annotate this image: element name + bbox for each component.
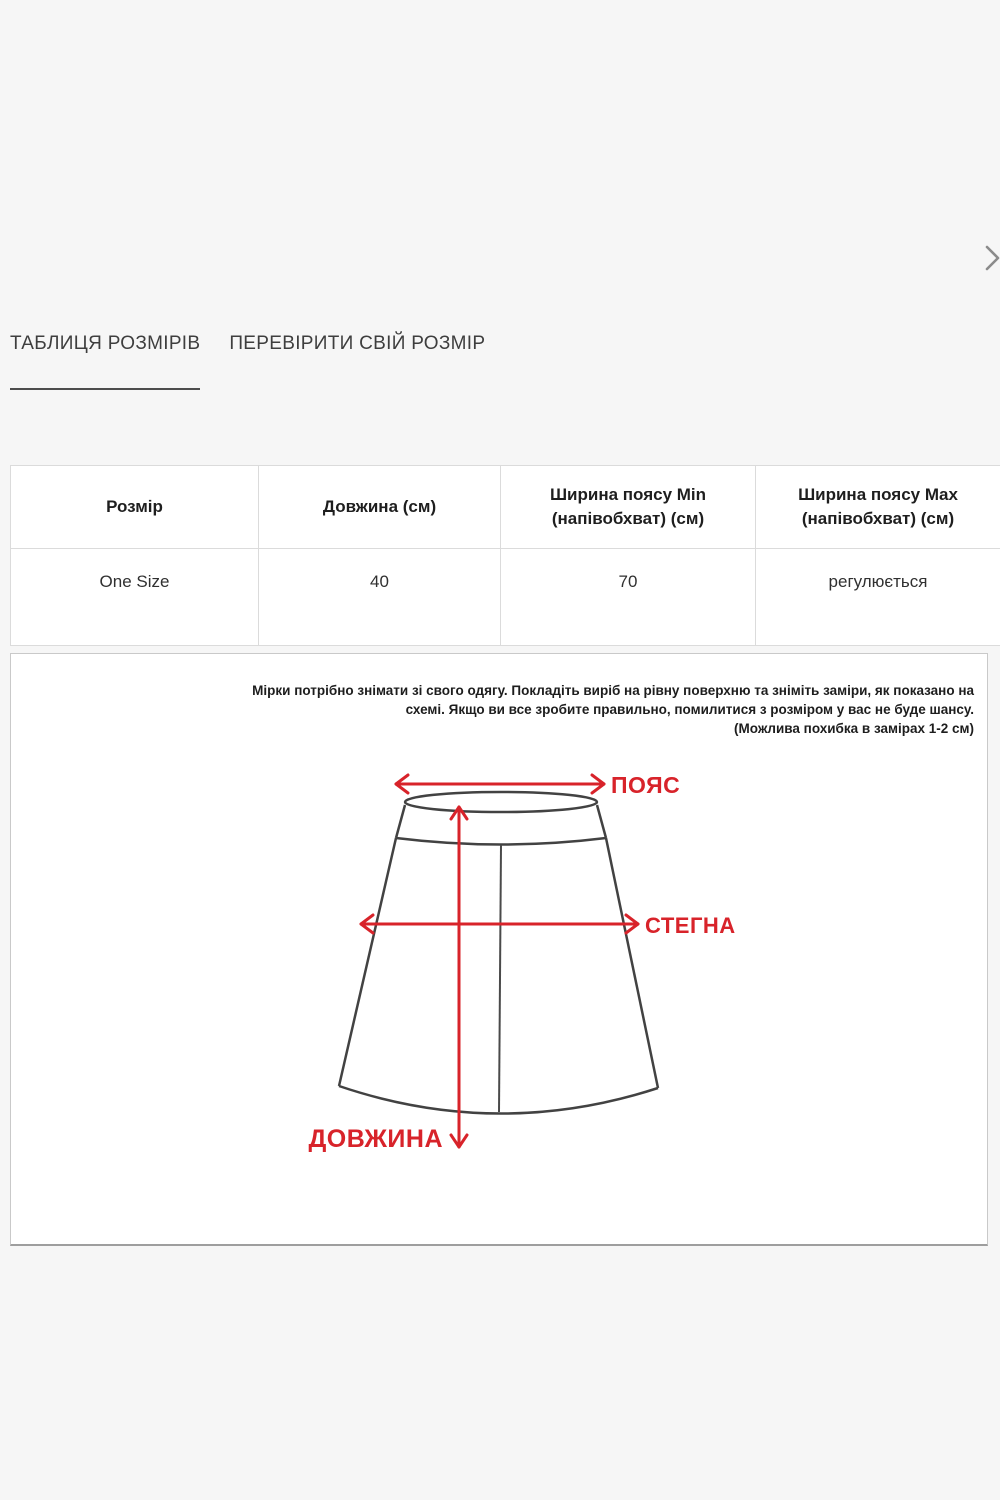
- column-header-waist-max: Ширина поясу Max (напівобхват) (см): [756, 466, 1000, 549]
- measurement-guide-panel: [10, 653, 988, 1246]
- tab-size-table[interactable]: ТАБЛИЦЯ РОЗМІРІВ: [10, 333, 200, 390]
- hips-label: СТЕГНА: [645, 913, 736, 938]
- cell-waist-max: регулюється: [756, 549, 1000, 646]
- chevron-right-icon[interactable]: [984, 241, 1000, 275]
- size-chart-tabs: [10, 333, 485, 390]
- cell-waist-min: 70: [501, 549, 756, 646]
- instructions-line-3: (Можлива похибка в замірах 1-2 см): [734, 721, 974, 736]
- skirt-measurement-diagram: [11, 654, 987, 1243]
- instructions-line-2: схемі. Якщо ви все зробите правильно, помилитися з розміром у вас не буде шансу.: [405, 702, 974, 717]
- table-row: [11, 549, 1000, 646]
- length-arrow: [451, 807, 467, 1147]
- length-label: ДОВЖИНА: [308, 1125, 443, 1153]
- skirt-center-seam: [499, 845, 501, 1112]
- cell-length: 40: [259, 549, 501, 646]
- size-table-header-row: [11, 466, 1000, 549]
- instructions-line-1: Мірки потрібно знімати зі свого одягу. Покладіть виріб на рівну поверхню та зніміть заміри, як показано на: [252, 683, 974, 698]
- column-header-waist-min: Ширина поясу Min (напівобхват) (см): [501, 466, 756, 549]
- tab-check-your-size[interactable]: ПЕРЕВІРИТИ СВІЙ РОЗМІР: [229, 333, 486, 354]
- skirt-outline: [339, 792, 658, 1114]
- waist-arrow: [396, 775, 604, 793]
- waist-label: ПОЯС: [611, 772, 681, 798]
- size-table: [10, 465, 1000, 646]
- cell-size: One Size: [11, 549, 259, 646]
- column-header-length: Довжина (см): [259, 466, 501, 549]
- column-header-size: Розмір: [11, 466, 259, 549]
